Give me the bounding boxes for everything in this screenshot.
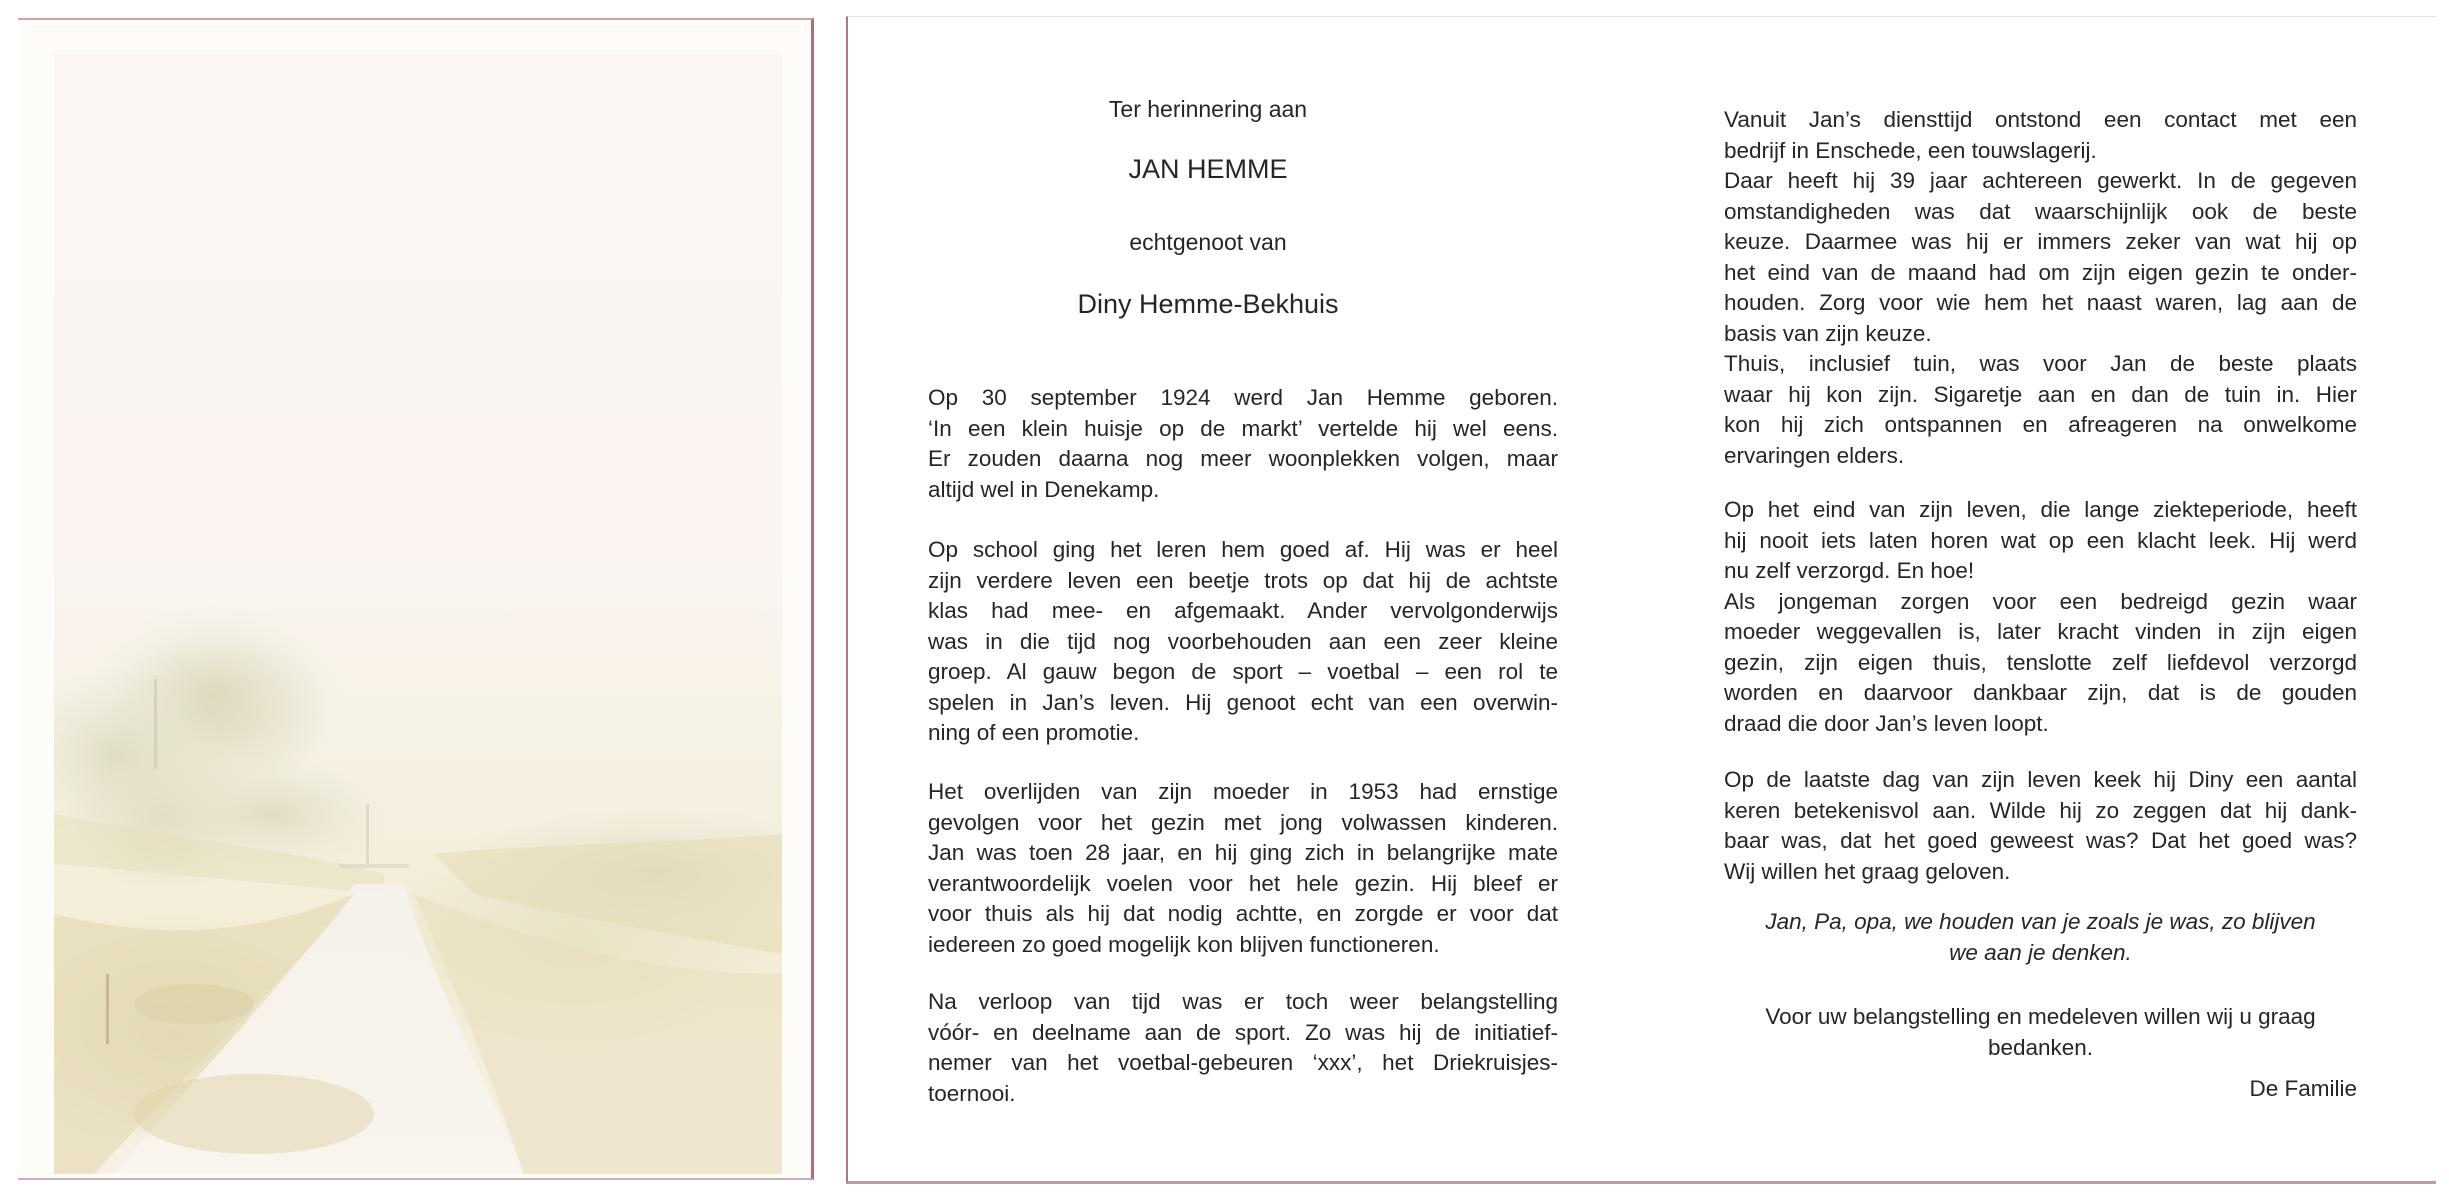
text-line: houden. Zorg voor wie hem het naast waren, lag aan de xyxy=(1724,290,2357,315)
text-line: spelen in Jan’s leven. Hij genoot echt van een overwin- xyxy=(928,689,1558,715)
text-line: Jan was toen 28 jaar, en hij ging zich in belangrijke mate xyxy=(928,840,1558,865)
paragraph-sport xyxy=(928,987,1558,1109)
text-line: keuze. Daarmee was hij er immers zeker van wat hij op xyxy=(1724,229,2357,254)
family-quote xyxy=(1724,907,2357,968)
text-line: draad die door Jan’s leven loopt. xyxy=(1724,710,2049,736)
text-line: altijd wel in Denekamp. xyxy=(928,476,1160,502)
text-line: hij nooit iets laten horen wat op een klacht leek. Hij werd xyxy=(1724,527,2357,553)
deceased-name: JAN HEMME xyxy=(1128,154,1288,184)
paragraph-illness xyxy=(1724,495,2357,739)
paragraph-birth xyxy=(928,383,1558,505)
text-line: Als jongeman zorgen voor een bedreigd gezin waar xyxy=(1724,588,2357,614)
text-line: omstandigheden was dat waarschijnlijk ook de beste xyxy=(1724,198,2357,224)
text-line: Wij willen het graag geloven. xyxy=(1724,858,2011,884)
text-line: ning of een promotie. xyxy=(928,720,1140,745)
intro-line: Ter herinnering aan xyxy=(1108,96,1308,122)
text-line: voor thuis als hij dat nodig achtte, en zorgde er voor dat xyxy=(928,901,1558,926)
text-line: Thuis, inclusief tuin, was voor Jan de beste plaats xyxy=(1724,351,2357,376)
paragraph-school xyxy=(928,535,1558,749)
text-line: kon hij zich ontspannen en afreageren na onwelkome xyxy=(1724,412,2357,437)
text-line: klas had mee- en afgemaakt. Ander vervolgonderwijs xyxy=(928,598,1558,623)
text-line: Vanuit Jan’s diensttijd ontstond een contact met een xyxy=(1724,107,2357,132)
text-line: Voor uw belangstelling en medeleven willen wij u graag xyxy=(1765,1004,2316,1029)
text-line: gezin, zijn eigen thuis, tenslotte zelf liefdevol verzorgd xyxy=(1724,649,2357,675)
text-line: toernooi. xyxy=(928,1080,1016,1106)
text-line: bedrijf in Enschede, een touwslagerij. xyxy=(1724,137,2097,163)
text-line: bedanken. xyxy=(1987,1034,2094,1060)
landscape-illustration xyxy=(54,54,782,1174)
text-line: Op school ging het leren hem goed af. Hij was er heel xyxy=(928,537,1558,562)
text-line: worden en daarvoor dankbaar zijn, dat is de gouden xyxy=(1724,680,2357,705)
relation-line: echtgenoot van xyxy=(1129,229,1287,255)
text-line: Op 30 september 1924 werd Jan Hemme geboren. xyxy=(928,385,1558,410)
text-line: gevolgen voor het gezin met jong volwassen kinderen. xyxy=(928,809,1558,835)
text-line: nemer van het voetbal-gebeuren ‘xxx’, het Driekruisjes- xyxy=(928,1050,1558,1075)
text-line: vóór- en deelname aan de sport. Zo was hij de initiatief- xyxy=(928,1019,1558,1045)
paragraph-last-day xyxy=(1724,765,2357,887)
photo-card xyxy=(18,18,814,1180)
text-line: moeder weggevallen is, later kracht vinden in zijn eigen xyxy=(1724,619,2357,644)
text-line: waar hij kon zijn. Sigaretje aan en dan de tuin in. Hier xyxy=(1724,381,2357,407)
paragraph-mother xyxy=(928,777,1558,960)
text-line: ervaringen elders. xyxy=(1724,442,1905,468)
text-line: Er zouden daarna nog meer woonplekken volgen, maar xyxy=(928,446,1558,471)
text-line: baar was, dat het goed geweest was? Dat het goed was? xyxy=(1724,828,2357,853)
text-line: ‘In een klein huisje op de markt’ vertelde hij wel eens. xyxy=(928,415,1558,441)
text-line: Op het eind van zijn leven, die lange ziekteperiode, heeft xyxy=(1724,497,2357,522)
text-line: Op de laatste dag van zijn leven keek hij Diny een aantal xyxy=(1724,767,2357,792)
text-line: Na verloop van tijd was er toch weer belangstelling xyxy=(928,989,1558,1014)
text-card xyxy=(846,16,2436,1184)
text-line: was in die tijd nog voorbehouden aan een zeer kleine xyxy=(928,628,1558,654)
text-line: basis van zijn keuze. xyxy=(1724,320,1932,346)
spouse-name: Diny Hemme-Bekhuis xyxy=(1077,289,1339,319)
misty-landscape-image xyxy=(54,54,782,1174)
text-line: nu zelf verzorgd. En hoe! xyxy=(1724,558,1975,583)
text-line: Daar heeft hij 39 jaar achtereen gewerkt. In de gegeven xyxy=(1724,168,2357,193)
signature: De Familie xyxy=(2249,1076,2357,1101)
text-line: iedereen zo goed mogelijk kon blijven functioneren. xyxy=(928,931,1440,957)
text-line: groep. Al gauw begon de sport – voetbal – een rol te xyxy=(928,659,1558,684)
thanks-note xyxy=(1724,1002,2357,1063)
text-line: keren betekenisvol aan. Wilde hij zo zeggen dat hij dank- xyxy=(1724,797,2357,823)
text-line: het eind van de maand had om zijn eigen gezin te onder- xyxy=(1724,259,2357,285)
text-line: Jan, Pa, opa, we houden van je zoals je was, zo blijven xyxy=(1765,909,2316,934)
text-line: Het overlijden van zijn moeder in 1953 had ernstige xyxy=(928,779,1558,804)
text-line: verantwoordelijk voelen voor het hele gezin. Hij bleef er xyxy=(928,870,1558,896)
text-line: zijn verdere leven een beetje trots op dat hij de achtste xyxy=(928,567,1558,593)
text-line: we aan je denken. xyxy=(1949,939,2132,965)
paragraph-work xyxy=(1724,105,2357,471)
